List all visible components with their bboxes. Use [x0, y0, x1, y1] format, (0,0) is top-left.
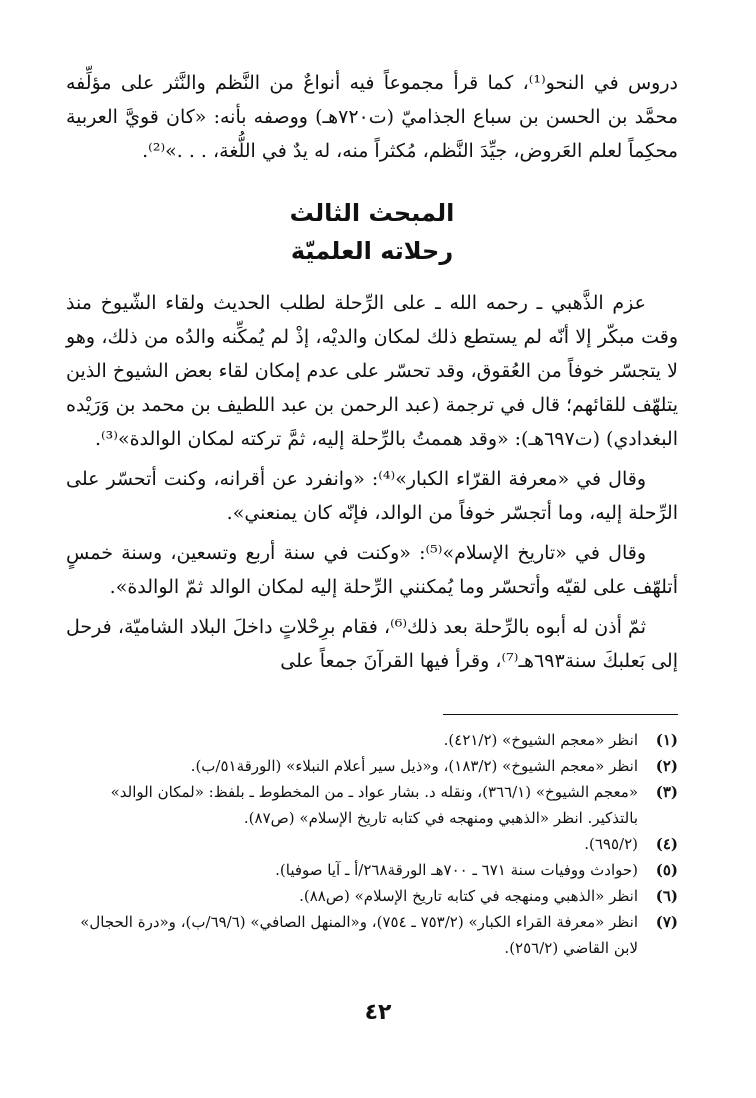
footnote-item	[66, 779, 678, 831]
section-heading	[66, 194, 678, 270]
section-title: المبحث الثالث	[289, 199, 455, 227]
footnote-text: (حوادث ووفيات سنة ٦٧١ ـ ٧٠٠هـ الورقة٢٦٨/أ ـ آيا صوفيا).	[275, 861, 638, 879]
body-paragraph-2: وقال في «معرفة القرّاء الكبار»⁽⁴⁾: «وانفرد عن أقرانه، وكنت أتحسّر على الرِّحلة إليه، وما أتجسّر خوفاً من الوالد، فإنّه كان يمنعني».	[66, 468, 678, 524]
footnote-item	[66, 753, 678, 779]
footnote-number: (٢)	[655, 757, 678, 775]
footnote-item	[66, 727, 678, 753]
footnote-number: (١)	[655, 731, 678, 749]
section-subtitle: رحلاته العلميّة	[290, 237, 454, 265]
footnote-divider	[443, 714, 678, 715]
body-paragraph-1: عزم الذَّهبي ـ رحمه الله ـ على الرِّحلة لطلب الحديث ولقاء الشّيوخ منذ وقت مبكّر إلا أنّه لم يستطع ذلك لمكان والديْه، إذْ لم يُمكِّنه والدُه من ذلك، وهو لا يتجسّر خوفاً من العُقوق، وقد تحسّر على عدم إمكان لقاء بعض الشيوخ الذين يتلهّف للقائهم؛ قال في ترجمة (عبد الرحمن بن عبد اللطيف بن محمد بن وَرَيْده البغدادي) (ت٦٩٧هـ): «وقد هممتُ بالرِّحلة إليه، ثمَّ تركته لمكان الوالدة»⁽³⁾.	[66, 292, 678, 450]
footnote-text: انظر «الذهبي ومنهجه في كتابه تاريخ الإسلام» (ص٨٨).	[299, 887, 638, 905]
footnotes-list	[66, 727, 678, 961]
footnote-text: انظر «معجم الشيوخ» (١٨٣/٢)، و«ذيل سير أعلام النبلاء» (الورقة٥١/ب).	[190, 757, 638, 775]
footnote-text: انظر «معجم الشيوخ» (٤٢١/٢).	[443, 731, 638, 749]
footnote-text: «معجم الشيوخ» (٣٦٦/١)، ونقله د. بشار عواد ـ من المخطوط ـ بلفظ: «لمكان الوالد» بالتذكير. انظر «الذهبي ومنهجه في كتابه تاريخ الإسلام» (ص٨٧).	[110, 783, 638, 827]
footnote-item	[66, 831, 678, 857]
footnote-number: (٥)	[655, 861, 678, 879]
page-number: ٤٢	[364, 1000, 392, 1025]
footnote-text: (٦٩٥/٢).	[584, 835, 638, 853]
footnote-number: (٧)	[655, 913, 678, 931]
footnote-number: (٤)	[655, 835, 678, 853]
intro-paragraph: دروس في النحو⁽¹⁾، كما قرأ مجموعاً فيه أنواعٌ من النَّظم والنَّثر على مؤلِّفه محمَّد بن الحسن بن سباع الجذاميّ (ت٧٢٠هـ) ووصفه بأنه: «كان قويَّ العربية محكِماً لعلم العَروض، جيِّدَ النَّظم، مُكثراً منه، له يدٌ في اللُّغة، . . .»⁽²⁾.	[66, 72, 679, 162]
footnote-item	[66, 883, 678, 909]
footnote-text: انظر «معرفة القراء الكبار» (٧٥٣/٢ ـ ٧٥٤)، و«المنهل الصافي» (٦٩/٦/ب)، و«درة الحجال» لابن القاضي (٢٥٦/٢).	[80, 913, 638, 957]
footnote-number: (٦)	[655, 887, 678, 905]
footnote-item	[66, 857, 678, 883]
footnote-item	[66, 909, 678, 961]
body-paragraph-3: وقال في «تاريخ الإسلام»⁽⁵⁾: «وكنت في سنة أربع وتسعين، وسنة خمسٍ أتلهّف على لقيّه وأتحسّر وما يُمكنني الرِّحلة إليه لمكان الوالد ثمّ الوالدة».	[66, 542, 678, 598]
footnote-number: (٣)	[655, 783, 678, 801]
body-paragraph-4: ثمّ أذن له أبوه بالرِّحلة بعد ذلك⁽⁶⁾، فقام برِحْلاتٍ داخلَ البلاد الشاميّة، فرحل إلى بَعلبكَ سنة٦٩٣هـ⁽⁷⁾، وقرأ فيها القرآنَ جمعاً على	[66, 616, 678, 672]
